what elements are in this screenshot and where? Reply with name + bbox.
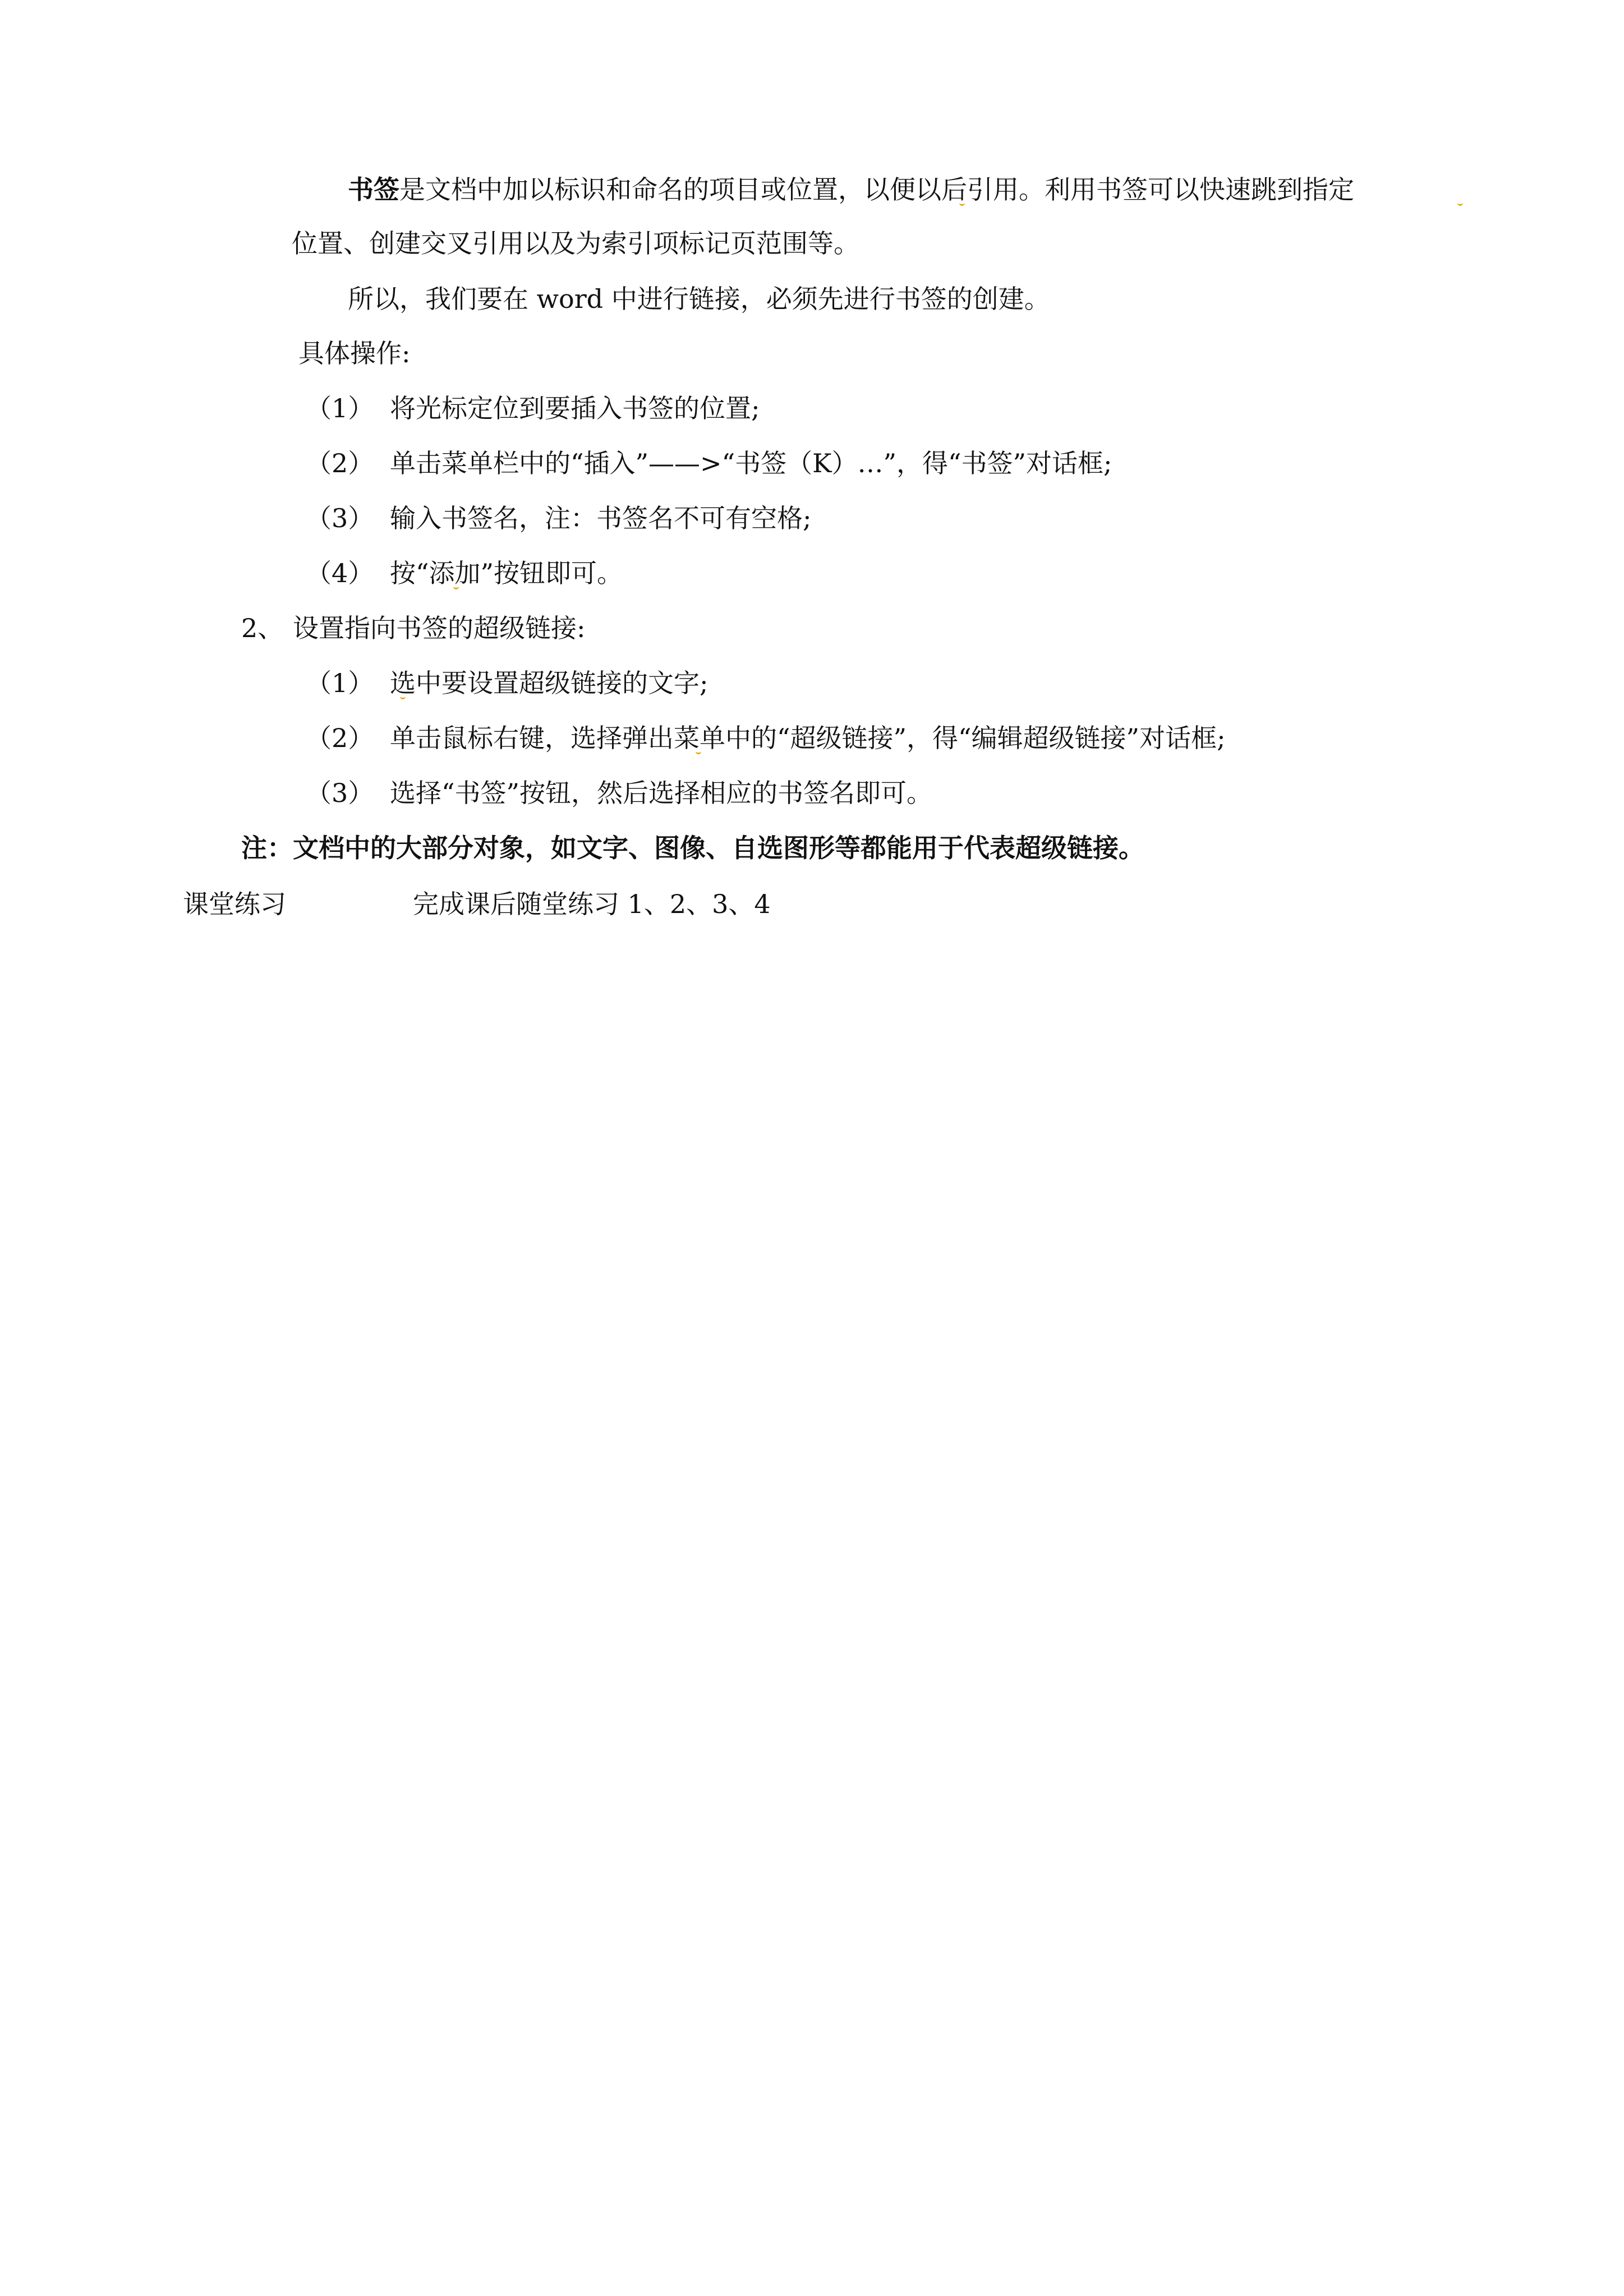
step-number: （2） (306, 723, 374, 753)
step1-item-3 (306, 501, 812, 535)
proofing-mark (959, 197, 965, 206)
step-number: （4） (306, 558, 374, 588)
step-text: 输入书签名，注：书签名不可有空格; (390, 503, 812, 533)
section-2-heading (241, 611, 586, 645)
proofing-mark (453, 581, 459, 589)
step-number: （1） (306, 668, 374, 698)
step-text: 选中要设置超级链接的文字; (390, 668, 709, 698)
step-number: （3） (306, 778, 374, 808)
proofing-mark (696, 746, 701, 754)
step2-item-2 (306, 721, 1226, 755)
step-text: 单击鼠标右键，选择弹出菜单中的“超级链接”，得“编辑超级链接”对话框; (390, 723, 1226, 753)
step2-item-1 (306, 666, 709, 700)
step-number: （3） (306, 503, 374, 533)
intro-line-2: 位置、创建交叉引用以及为索引项标记页范围等。 (292, 228, 859, 259)
exercise-row (183, 887, 771, 921)
exercise-label: 课堂练习 (183, 889, 286, 919)
step2-item-3 (306, 776, 932, 810)
intro-line-1 (348, 173, 1354, 206)
step-number: （1） (306, 393, 374, 423)
step-text: 将光标定位到要插入书签的位置; (390, 393, 760, 423)
step-text: 按“添加”按钮即可。 (390, 558, 623, 588)
note-line: 注：文档中的大部分对象，如文字、图像、自选图形等都能用于代表超级链接。 (241, 833, 1144, 863)
proofing-mark (400, 691, 406, 699)
intro-line-3: 所以，我们要在 word 中进行链接，必须先进行书签的创建。 (348, 284, 1050, 314)
ops-heading: 具体操作: (298, 338, 411, 368)
step-text: 单击菜单栏中的“插入”——>“书签（K）…”，得“书签”对话框; (390, 448, 1112, 478)
step1-item-1 (306, 391, 760, 425)
step1-item-4 (306, 556, 623, 590)
bookmark-term: 书签 (348, 174, 399, 205)
section-title: 设置指向书签的超级链接: (293, 613, 586, 643)
step1-item-2 (306, 446, 1112, 480)
proofing-mark (1457, 197, 1463, 206)
step-text: 选择“书签”按钮，然后选择相应的书签名即可。 (390, 778, 933, 808)
intro-line-1-text: 是文档中加以标识和命名的项目或位置，以便以后引用。利用书签可以快速跳到指定 (399, 174, 1354, 205)
section-number: 2、 (241, 613, 284, 643)
step-number: （2） (306, 448, 374, 478)
exercise-content: 完成课后随堂练习 1、2、3、4 (413, 889, 771, 919)
